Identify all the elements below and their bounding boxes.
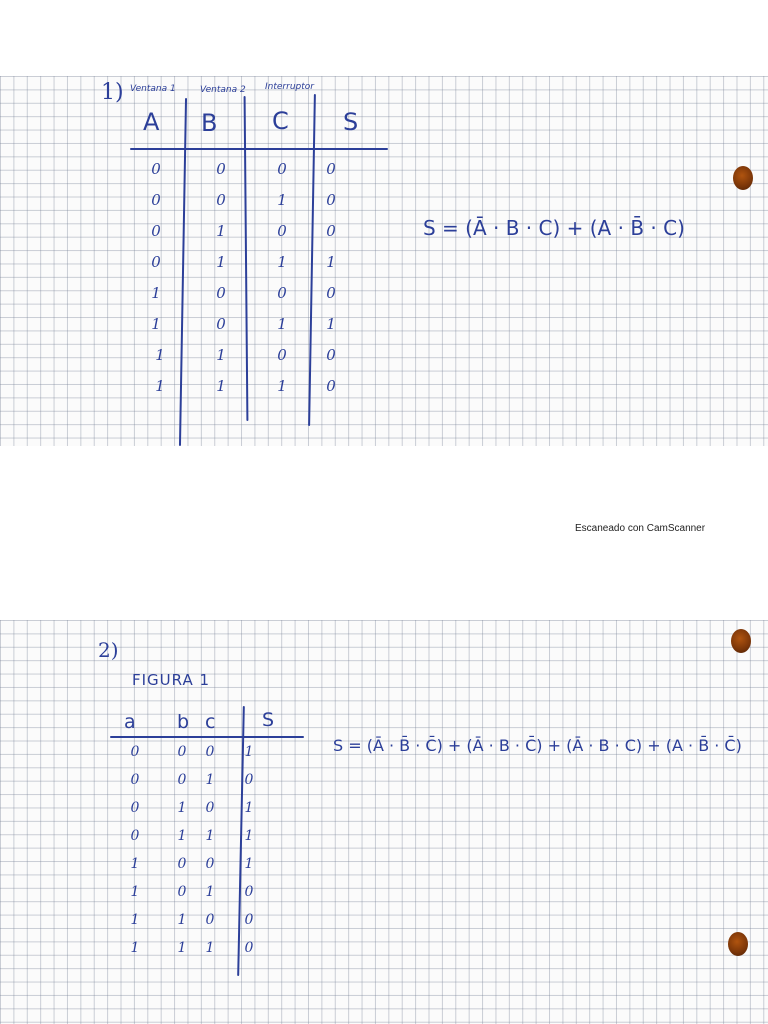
cell-c: 1 — [205, 828, 215, 844]
cell-s: 0 — [244, 884, 254, 900]
cell-b: 0 — [216, 191, 226, 209]
cell-b: 0 — [177, 884, 187, 900]
header-s: S — [262, 709, 275, 731]
exercise-number: 2) — [98, 638, 119, 662]
cell-c: 1 — [277, 315, 287, 333]
table-divider — [308, 94, 316, 426]
cell-a: 0 — [130, 772, 140, 788]
cell-a: 0 — [130, 828, 140, 844]
cell-s: 0 — [244, 772, 254, 788]
header-a: a — [124, 711, 136, 733]
table-header-rule — [110, 736, 304, 738]
cell-a: 0 — [130, 800, 140, 816]
cell-c: 0 — [205, 800, 215, 816]
cell-s: 0 — [326, 191, 336, 209]
cell-c: 0 — [205, 912, 215, 928]
column-label-c: Interruptor — [265, 82, 314, 92]
cell-a: 1 — [130, 912, 140, 928]
cell-a: 0 — [130, 744, 140, 760]
cell-a: 1 — [130, 884, 140, 900]
figure-title: FIGURA 1 — [132, 671, 211, 689]
cell-b: 1 — [216, 377, 226, 395]
header-c: C — [272, 107, 289, 135]
table-divider — [244, 96, 249, 421]
cell-s: 0 — [244, 912, 254, 928]
cell-a: 1 — [130, 940, 140, 956]
cell-c: 1 — [277, 377, 287, 395]
cell-a: 0 — [151, 160, 161, 178]
cell-a: 0 — [151, 191, 161, 209]
header-c: c — [205, 711, 216, 733]
cell-s: 1 — [244, 856, 254, 872]
cell-b: 1 — [216, 346, 226, 364]
cell-s: 0 — [326, 284, 336, 302]
cell-c: 0 — [277, 346, 287, 364]
header-b: B — [201, 109, 218, 137]
cell-a: 1 — [155, 346, 165, 364]
column-label-a: Ventana 1 — [130, 84, 176, 94]
header-s: S — [343, 108, 359, 136]
punch-hole — [731, 629, 751, 653]
cell-c: 1 — [277, 191, 287, 209]
cell-b: 0 — [216, 284, 226, 302]
cell-b: 1 — [177, 800, 187, 816]
cell-a: 0 — [151, 222, 161, 240]
cell-s: 0 — [244, 940, 254, 956]
cell-s: 0 — [326, 160, 336, 178]
cell-a: 1 — [155, 377, 165, 395]
cell-a: 1 — [130, 856, 140, 872]
cell-b: 1 — [177, 828, 187, 844]
cell-s: 1 — [244, 828, 254, 844]
cell-b: 0 — [216, 315, 226, 333]
cell-b: 0 — [177, 772, 187, 788]
cell-s: 1 — [244, 744, 254, 760]
boolean-formula: S = (Ā · B · C) + (A · B̄ · C) — [423, 216, 685, 240]
table-header-rule — [130, 148, 388, 150]
cell-b: 0 — [177, 744, 187, 760]
cell-c: 1 — [205, 772, 215, 788]
cell-b: 1 — [216, 222, 226, 240]
cell-b: 0 — [216, 160, 226, 178]
cell-s: 1 — [326, 315, 336, 333]
cell-a: 1 — [151, 315, 161, 333]
cell-s: 0 — [326, 377, 336, 395]
cell-s: 0 — [326, 346, 336, 364]
cell-c: 1 — [205, 940, 215, 956]
column-label-b: Ventana 2 — [200, 85, 246, 95]
cell-c: 1 — [277, 253, 287, 271]
cell-c: 1 — [205, 884, 215, 900]
exercise-number: 1) — [101, 80, 124, 105]
scanner-watermark: Escaneado con CamScanner — [575, 523, 706, 534]
header-a: A — [143, 108, 160, 136]
cell-b: 1 — [216, 253, 226, 271]
cell-c: 0 — [205, 744, 215, 760]
punch-hole — [728, 932, 748, 956]
cell-c: 0 — [277, 222, 287, 240]
cell-c: 0 — [277, 160, 287, 178]
punch-hole — [733, 166, 753, 190]
cell-a: 0 — [151, 253, 161, 271]
header-b: b — [177, 711, 190, 733]
notebook-sheet-2 — [0, 620, 768, 1024]
boolean-formula: S = (Ā · B̄ · C̄) + (Ā · B · C̄) + (Ā · B · C) + (A · B̄ · C̄) — [333, 736, 742, 755]
cell-a: 1 — [151, 284, 161, 302]
cell-c: 0 — [277, 284, 287, 302]
cell-b: 1 — [177, 940, 187, 956]
cell-b: 1 — [177, 912, 187, 928]
cell-c: 0 — [205, 856, 215, 872]
cell-s: 0 — [326, 222, 336, 240]
cell-s: 1 — [326, 253, 336, 271]
table-divider — [179, 98, 187, 446]
notebook-sheet-1 — [0, 76, 768, 446]
cell-b: 0 — [177, 856, 187, 872]
cell-s: 1 — [244, 800, 254, 816]
